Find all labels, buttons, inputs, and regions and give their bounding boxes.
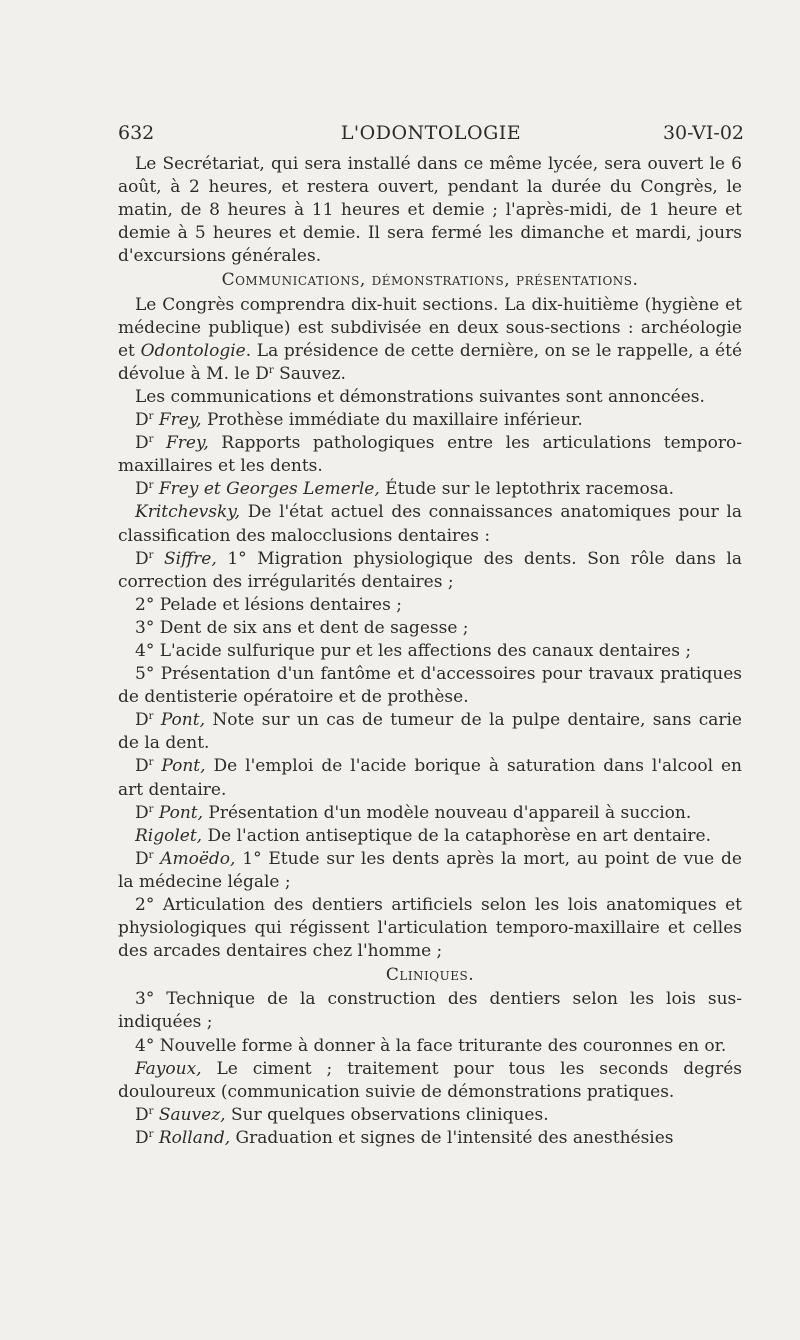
entry-text: De l'emploi de l'acide borique à saturation dans l'alcool en art dentaire.	[118, 756, 742, 800]
entry-author: Rolland,	[158, 1127, 231, 1148]
sections-paragraph	[118, 294, 742, 386]
entry-frey-2	[118, 432, 742, 478]
entry-text: Étude sur le leptothrix racemosa.	[379, 479, 675, 500]
entry-frey-1	[118, 409, 742, 432]
entry-dr: D	[135, 548, 149, 569]
entry-kritchevsky	[118, 501, 742, 547]
entry-author: Fayoux,	[135, 1058, 202, 1079]
section-heading-communications: Communications, démonstrations, présentations.	[221, 270, 639, 291]
running-title: L'ODONTOLOGIE	[340, 122, 522, 144]
issue-date: 30-VI-02	[662, 122, 744, 144]
entry-dr: D	[135, 802, 149, 823]
entry-text: Prothèse immédiate du maxillaire inférieur.	[201, 410, 583, 431]
entry-dr-sup: r	[148, 849, 154, 861]
cliniques-item-3: 3° Technique de la construction des dentiers selon les lois sus-indiquées ;	[118, 989, 742, 1033]
entry-pont-3	[118, 802, 742, 825]
entry-text: Graduation et signes de l'intensité des anesthésies	[230, 1127, 674, 1148]
entry-pont-1	[118, 709, 742, 755]
entry-frey-lemerle	[118, 478, 742, 501]
entry-dr: D	[135, 848, 149, 869]
entry-dr-sup: r	[148, 434, 154, 446]
entry-author: Amoëdo,	[160, 848, 236, 869]
section-heading-cliniques: Cliniques.	[385, 965, 475, 986]
entry-text: Le ciment ; traitement pour tous les seconds degrés douloureux (communication suivie de démonstrations pratiques.	[118, 1058, 742, 1102]
entry-text: 1° Migration physiologique des dents. Son rôle dans la correction des irrégularités dentaires ;	[118, 548, 742, 592]
entry-dr-sup: r	[148, 411, 154, 423]
entry-pont-2	[118, 755, 742, 801]
entry-rigolet	[118, 825, 742, 848]
entry-amoedo	[118, 848, 742, 894]
sections-text-em: Odontologie	[140, 340, 246, 361]
entry-dr: D	[135, 756, 149, 777]
entry-author: Pont,	[158, 802, 203, 823]
intro-paragraph: Le Secrétariat, qui sera installé dans ce même lycée, sera ouvert le 6 août, à 2 heures, et restera ouvert, pendant la durée du Congrès, le matin, de 8 heures à 11 heures et demie ; l'après-midi, de 1 heure et demie à 5 heures et demie. Il sera fermé les dimanche et mardi, jours d'excursions générales.	[118, 154, 742, 267]
entry-text: 1° Etude sur les dents après la mort, au point de vue de la médecine légale ;	[118, 848, 742, 892]
entry-author: Rigolet,	[135, 825, 203, 846]
entry-author: Frey,	[158, 410, 202, 431]
siffre-item-5: 5° Présentation d'un fantôme et d'accessoires pour travaux pratiques de dentisterie opératoire et de prothèse.	[118, 664, 742, 708]
entry-dr-sup: r	[148, 480, 154, 492]
page-body	[118, 153, 742, 1150]
amoedo-item-2: 2° Articulation des dentiers artificiels selon les lois anatomiques et physiologiques qui régissent l'articulation temporo-maxillaire et celles des arcades dentaires chez l'homme ;	[118, 895, 742, 962]
announcement-paragraph: Les communications et démonstrations suivantes sont annoncées.	[135, 386, 705, 407]
sections-text-mid: . La présidence de cette dernière, on se le rappelle, a été dévolue à M. le D	[118, 340, 743, 384]
entry-dr: D	[135, 1104, 149, 1125]
entry-dr: D	[135, 1127, 149, 1148]
entry-text: Note sur un cas de tumeur de la pulpe dentaire, sans carie de la dent.	[118, 710, 742, 754]
running-header	[118, 122, 744, 144]
siffre-item-4: 4° L'acide sulfurique pur et les affections des canaux dentaires ;	[135, 640, 692, 661]
entry-author: Frey,	[166, 433, 209, 454]
cliniques-item-4: 4° Nouvelle forme à donner à la face triturante des couronnes en or.	[135, 1035, 727, 1056]
entry-text: De l'action antiseptique de la cataphorèse en art dentaire.	[202, 825, 711, 846]
page-number: 632	[118, 122, 155, 144]
entry-dr: D	[135, 479, 149, 500]
entry-fayoux	[118, 1058, 742, 1104]
entry-dr: D	[135, 433, 149, 454]
entry-dr-sup: r	[148, 711, 154, 723]
entry-author: Siffre,	[164, 548, 217, 569]
entry-siffre	[118, 548, 742, 594]
entry-dr-sup: r	[148, 1105, 154, 1117]
entry-author: Pont,	[160, 710, 205, 731]
sections-text-post: Sauvez.	[273, 363, 346, 384]
entry-text: Sur quelques observations cliniques.	[225, 1104, 549, 1125]
entry-author: Kritchevsky,	[135, 502, 241, 523]
siffre-item-3: 3° Dent de six ans et dent de sagesse ;	[135, 617, 469, 638]
entry-dr: D	[135, 710, 149, 731]
entry-dr-sup: r	[148, 803, 154, 815]
entry-dr: D	[135, 410, 149, 431]
entry-sauvez	[118, 1104, 742, 1127]
entry-author: Sauvez,	[158, 1104, 226, 1125]
entry-text: Présentation d'un modèle nouveau d'appareil à succion.	[203, 802, 692, 823]
entry-dr-sup: r	[148, 549, 154, 561]
entry-author: Frey et Georges Lemerle,	[158, 479, 380, 500]
sections-text-pre: Le Congrès comprendra dix-huit sections. La dix-huitième (hygiène et médecine publique) est subdivisée en deux sous-sections : archéologie et	[118, 294, 742, 361]
entry-rolland	[118, 1127, 742, 1150]
entry-text: De l'état actuel des connaissances anatomiques pour la classification des malocclusions dentaires :	[118, 502, 742, 546]
sections-text-sup: r	[268, 364, 274, 376]
entry-author: Pont,	[161, 756, 206, 777]
entry-dr-sup: r	[148, 757, 154, 769]
siffre-item-2: 2° Pelade et lésions dentaires ;	[135, 594, 402, 615]
entry-text: Rapports pathologiques entre les articulations temporo-maxillaires et les dents.	[118, 433, 743, 477]
entry-dr-sup: r	[148, 1128, 154, 1140]
